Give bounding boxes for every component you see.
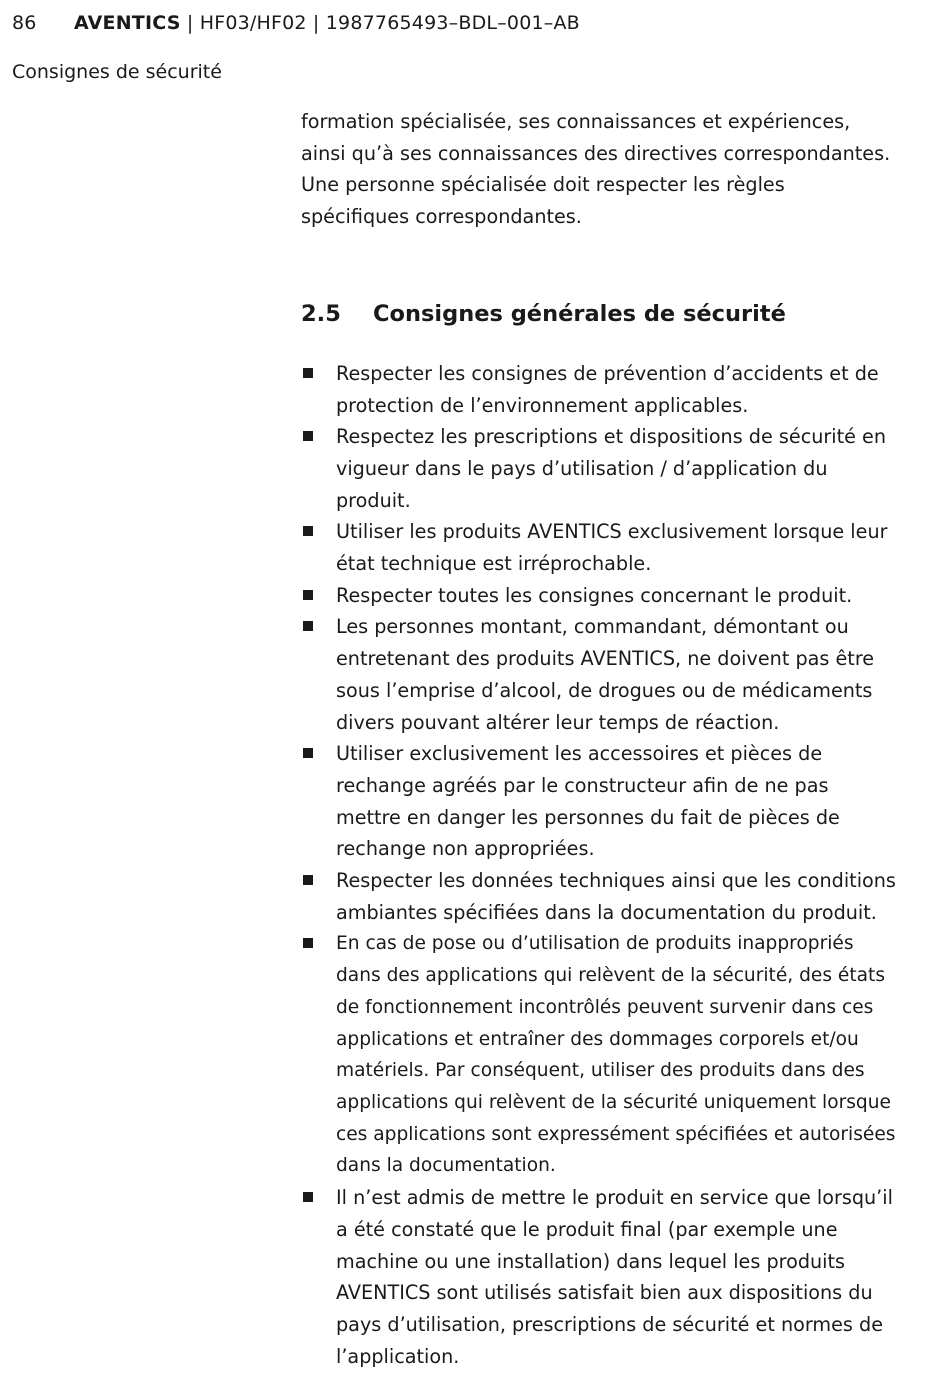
list-item: [301, 738, 896, 865]
square-bullet-icon: [303, 1192, 313, 1202]
list-item: [301, 580, 896, 612]
square-bullet-icon: [303, 748, 313, 758]
square-bullet-icon: [303, 526, 313, 536]
square-bullet-icon: [303, 621, 313, 631]
list-item: [301, 611, 896, 738]
square-bullet-icon: [303, 590, 313, 600]
main-content: [301, 106, 896, 1372]
intro-paragraph: formation spécialisée, ses connaissances et expériences, ainsi qu’à ses connaissances des directives correspondantes. Une personne spécialisée doit respecter les règles spécifiques correspondantes.: [301, 110, 891, 229]
square-bullet-icon: [303, 875, 313, 885]
list-item: [301, 1182, 896, 1372]
section-heading: [301, 299, 896, 330]
chapter-label: Consignes de sécurité: [12, 61, 222, 83]
list-item-text: Respecter les consignes de prévention d’accidents et de protection de l’environnement applicables.: [336, 361, 879, 417]
brand-name: AVENTICS: [74, 12, 181, 34]
list-item-text: Respecter toutes les consignes concernant le produit.: [336, 583, 853, 607]
square-bullet-icon: [303, 368, 313, 378]
list-item-text: Les personnes montant, commandant, démontant ou entretenant des produits AVENTICS, ne doivent pas être sous l’emprise d’alcool, de drogues ou de médicaments divers pouvant altérer leur temps de réaction.: [336, 615, 875, 734]
document-info: | HF03/HF02 | 1987765493–BDL–001–AB: [180, 12, 580, 34]
section-title: Consignes générales de sécurité: [373, 300, 786, 327]
list-item-text: Utiliser exclusivement les accessoires et pièces de rechange agréés par le constructeur afin de ne pas mettre en danger les personnes du fait de pièces de rechange non appropriées.: [336, 742, 840, 861]
square-bullet-icon: [303, 938, 313, 948]
list-item: [301, 516, 896, 579]
list-item-text: Respectez les prescriptions et dispositions de sécurité en vigueur dans le pays d’utilisation / d’application du produit.: [336, 425, 887, 512]
list-item-text: Utiliser les produits AVENTICS exclusivement lorsque leur état technique est irréprochable.: [336, 520, 888, 576]
list-item: [301, 865, 896, 928]
list-item: [301, 421, 896, 516]
list-item: [301, 928, 896, 1182]
page-header: [12, 12, 580, 34]
list-item: [301, 358, 896, 421]
list-item-text: Respecter les données techniques ainsi que les conditions ambiantes spécifiées dans la documentation du produit.: [336, 869, 896, 924]
section-number: 2.5: [301, 300, 341, 327]
square-bullet-icon: [303, 431, 313, 441]
list-item-text: Il n’est admis de mettre le produit en service que lorsqu’il a été constaté que le produit final (par exemple une machine ou une installation) dans lequel les produits AVENTICS sont utilisés satisfait bien aux dispositions du pays d’utilisation, prescriptions de sécurité et normes de l’application.: [336, 1186, 893, 1368]
page-number: 86: [12, 12, 37, 34]
safety-instructions-list: [301, 358, 896, 1373]
list-item-text: En cas de pose ou d’utilisation de produits inappropriés dans des applications qui relèvent de la sécurité, des états de fonctionnement incontrôlés peuvent survenir dans ces applications et entraîner des dommages corporels et/ou matériels. Par conséquent, utiliser des produits dans des applications qui relèvent de la sécurité uniquement lorsque ces applications sont expressément spécifiées et autorisées dans la documentation.: [336, 933, 896, 1177]
